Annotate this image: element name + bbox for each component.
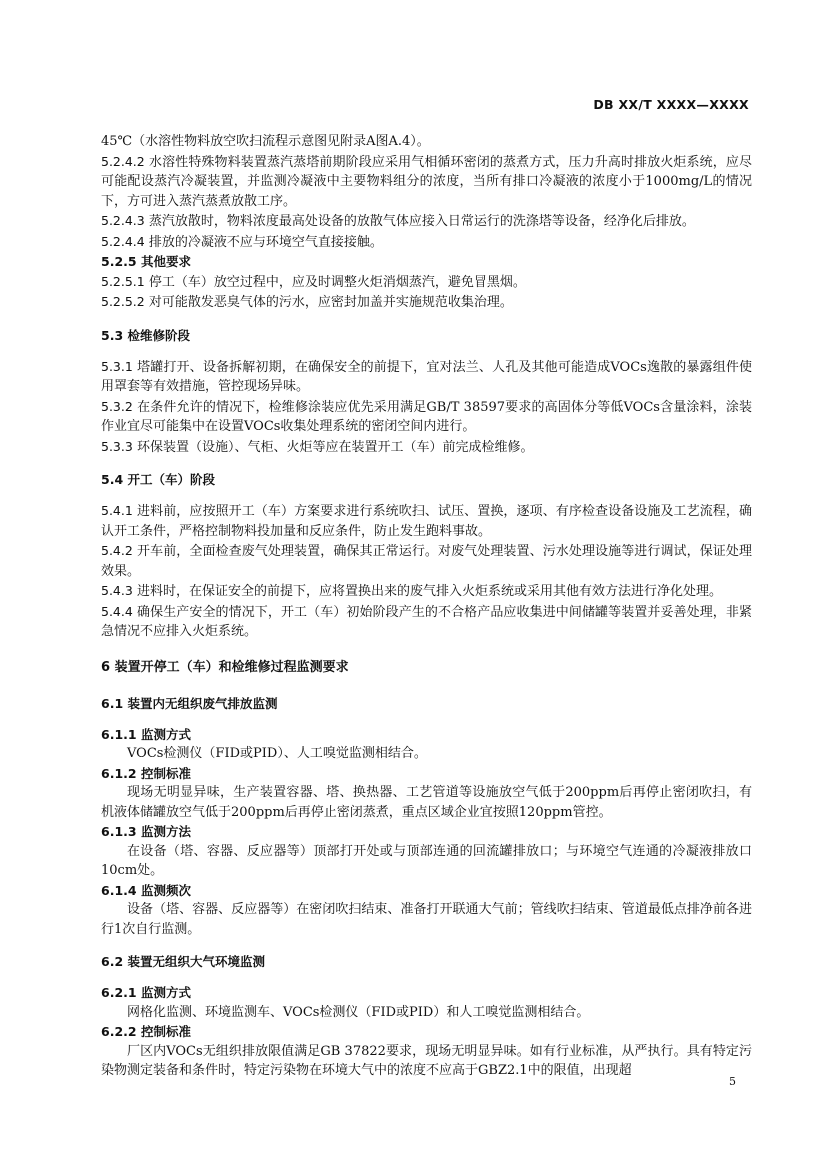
subclause-heading <box>101 881 752 901</box>
clause-number: 5.2.4.3 <box>101 213 145 228</box>
clause-text: 检维修阶段 <box>127 327 191 343</box>
clause-text: VOCs检测仪（FID或PID）、人工嗅觉监测相结合。 <box>127 746 427 761</box>
clause-text: 45℃（水溶性物料放空吹扫流程示意图见附录A图A.4）。 <box>101 134 430 149</box>
clause-body-text <box>101 783 752 822</box>
clause-paragraph <box>101 541 752 581</box>
clause-text: 监测方式 <box>140 985 191 1000</box>
clause-number: 6 <box>101 659 111 675</box>
section-heading <box>101 471 752 489</box>
document-body <box>101 132 752 1081</box>
clause-number: 5.4.4 <box>101 603 133 619</box>
clause-number: 6.1 <box>101 695 124 711</box>
clause-number: 5.2.5.2 <box>101 294 145 309</box>
clause-text: 蒸汽放散时，物料浓度最高处设备的放散气体应接入日常运行的洗涤塔等设备，经净化后排放。 <box>148 214 695 229</box>
clause-text: 监测方法 <box>140 824 191 839</box>
clause-text: 控制标准 <box>140 1024 191 1039</box>
clause-body-text <box>101 842 752 881</box>
subclause-heading <box>101 1022 752 1042</box>
clause-text: 环保装置（设施）、气柜、火炬等应在装置开工（车）前完成检维修。 <box>136 439 534 455</box>
page-number: 5 <box>729 1075 736 1088</box>
clause-body-text <box>101 900 752 939</box>
clause-paragraph <box>101 152 752 212</box>
clause-text: 开车前，全面检查废气处理装置，确保其正常运行。对废气处理装置、污水处理设施等进行调试，保证处理效果。 <box>101 544 752 579</box>
section-heading <box>101 953 752 971</box>
clause-text: 监测方式 <box>140 726 191 742</box>
clause-number: 5.2.5.1 <box>101 273 145 289</box>
clause-text: 在条件允许的情况下，检维修涂装应优先采用满足GB/T 38597要求的高固体分等低VOCs含量涂料，涂装作业宜尽可能集中在设置VOCs收集处理系统的密闭空间内进行。 <box>101 399 752 434</box>
clause-paragraph <box>101 272 752 293</box>
clause-paragraph <box>101 437 752 458</box>
clause-paragraph <box>101 602 752 642</box>
clause-number: 5.4.1 <box>101 503 133 518</box>
clause-text: 网格化监测、环境监测车、VOCs检测仪（FID或PID）和人工嗅觉监测相结合。 <box>127 1004 590 1020</box>
document-code-header: DB XX/T XXXX—XXXX <box>593 97 749 112</box>
clause-text: 厂区内VOCs无组织排放限值满足GB 37822要求，现场无明显异味。如有行业标准，从严执行。具有特定污染物测定装备和条件时，特定污染物在环境大气中的浓度不应高于GBZ2.1中的限值，出现超 <box>101 1043 752 1078</box>
clause-number: 5.3.3 <box>101 438 133 454</box>
subclause-heading <box>101 725 752 745</box>
clause-paragraph <box>101 232 752 253</box>
clause-paragraph <box>101 211 752 232</box>
chapter-heading <box>101 659 752 677</box>
clause-number: 5.3.2 <box>101 398 133 414</box>
clause-body-text <box>101 1003 752 1023</box>
clause-text: 排放的冷凝液不应与环境空气直接接触。 <box>148 234 383 250</box>
clause-text: 其他要求 <box>140 254 191 269</box>
clause-text: 进料时，在保证安全的前提下，应将置换出来的废气排入火炬系统或采用其他有效方法进行净化处理。 <box>136 584 722 599</box>
clause-text: 在设备（塔、容器、反应器等）顶部打开处或与顶部连通的回流罐排放口；与环境空气连通的冷凝液排放口10cm处。 <box>101 843 752 878</box>
clause-text: 监测频次 <box>140 882 191 898</box>
clause-body-text <box>101 1042 752 1081</box>
clause-number: 6.1.1 <box>101 726 137 742</box>
subclause-heading <box>101 252 752 272</box>
section-heading <box>101 695 752 713</box>
clause-paragraph <box>101 357 752 397</box>
clause-text: 塔罐打开、设备拆解初期，在确保安全的前提下，宜对法兰、人孔及其他可能造成VOCs逸散的暴露组件使用罩套等有效措施，管控现场异味。 <box>101 359 752 394</box>
subclause-heading <box>101 764 752 784</box>
clause-text: 控制标准 <box>140 765 191 781</box>
clause-number: 5.2.4.2 <box>101 153 145 169</box>
clause-number: 5.4 <box>101 472 124 487</box>
clause-paragraph <box>101 132 752 152</box>
clause-text: 水溶性特殊物料装置蒸汽蒸塔前期阶段应采用气相循环密闭的蒸煮方式，压力升高时排放火炬系统，应尽可能配设蒸汽冷凝装置，并监测冷凝液中主要物料组分的浓度，当所有排口冷凝液的浓度小于1000mg/L的情况下，方可进入蒸汽蒸煮放散工序。 <box>101 154 752 209</box>
clause-number: 6.2.2 <box>101 1024 137 1039</box>
clause-text: 装置内无组织废气排放监测 <box>127 695 278 711</box>
clause-text: 停工（车）放空过程中，应及时调整火炬消烟蒸汽，避免冒黑烟。 <box>148 274 526 290</box>
clause-number: 5.4.2 <box>101 543 133 558</box>
clause-text: 装置开停工（车）和检维修过程监测要求 <box>114 659 349 675</box>
clause-number: 6.2.1 <box>101 985 137 1000</box>
clause-paragraph <box>101 501 752 541</box>
subclause-heading <box>101 983 752 1003</box>
clause-text: 对可能散发恶臭气体的污水，应密封加盖并实施规范收集治理。 <box>148 295 513 310</box>
clause-number: 5.3.1 <box>101 358 133 374</box>
section-heading <box>101 327 752 345</box>
clause-text: 装置无组织大气环境监测 <box>127 954 266 969</box>
clause-number: 5.2.4.4 <box>101 233 145 249</box>
clause-paragraph <box>101 292 752 313</box>
clause-number: 6.1.2 <box>101 765 137 781</box>
clause-paragraph <box>101 581 752 602</box>
clause-number: 6.1.4 <box>101 882 137 898</box>
clause-body-text <box>101 744 752 764</box>
clause-number: 6.2 <box>101 954 124 969</box>
clause-text: 现场无明显异味，生产装置容器、塔、换热器、工艺管道等设施放空气低于200ppm后再停止密闭吹扫，有机液体储罐放空气低于200ppm后再停止密闭蒸煮，重点区域企业宜按照120ppm管控。 <box>101 785 752 820</box>
clause-number: 5.2.5 <box>101 254 137 269</box>
clause-number: 5.4.3 <box>101 583 133 598</box>
clause-text: 进料前，应按照开工（车）方案要求进行系统吹扫、试压、置换，逐项、有序检查设备设施及工艺流程，确认开工条件，严格控制物料投加量和反应条件，防止发生跑料事故。 <box>101 504 752 539</box>
clause-number: 6.1.3 <box>101 824 137 839</box>
clause-text: 确保生产安全的情况下，开工（车）初始阶段产生的不合格产品应收集进中间储罐等装置并妥善处理，非紧急情况不应排入火炬系统。 <box>101 604 752 639</box>
clause-text: 开工（车）阶段 <box>127 472 216 487</box>
clause-paragraph <box>101 397 752 437</box>
clause-text: 设备（塔、容器、反应器等）在密闭吹扫结束、准备打开联通大气前；管线吹扫结束、管道最低点排净前各进行1次自行监测。 <box>101 902 752 937</box>
subclause-heading <box>101 822 752 842</box>
clause-number: 5.3 <box>101 327 124 343</box>
